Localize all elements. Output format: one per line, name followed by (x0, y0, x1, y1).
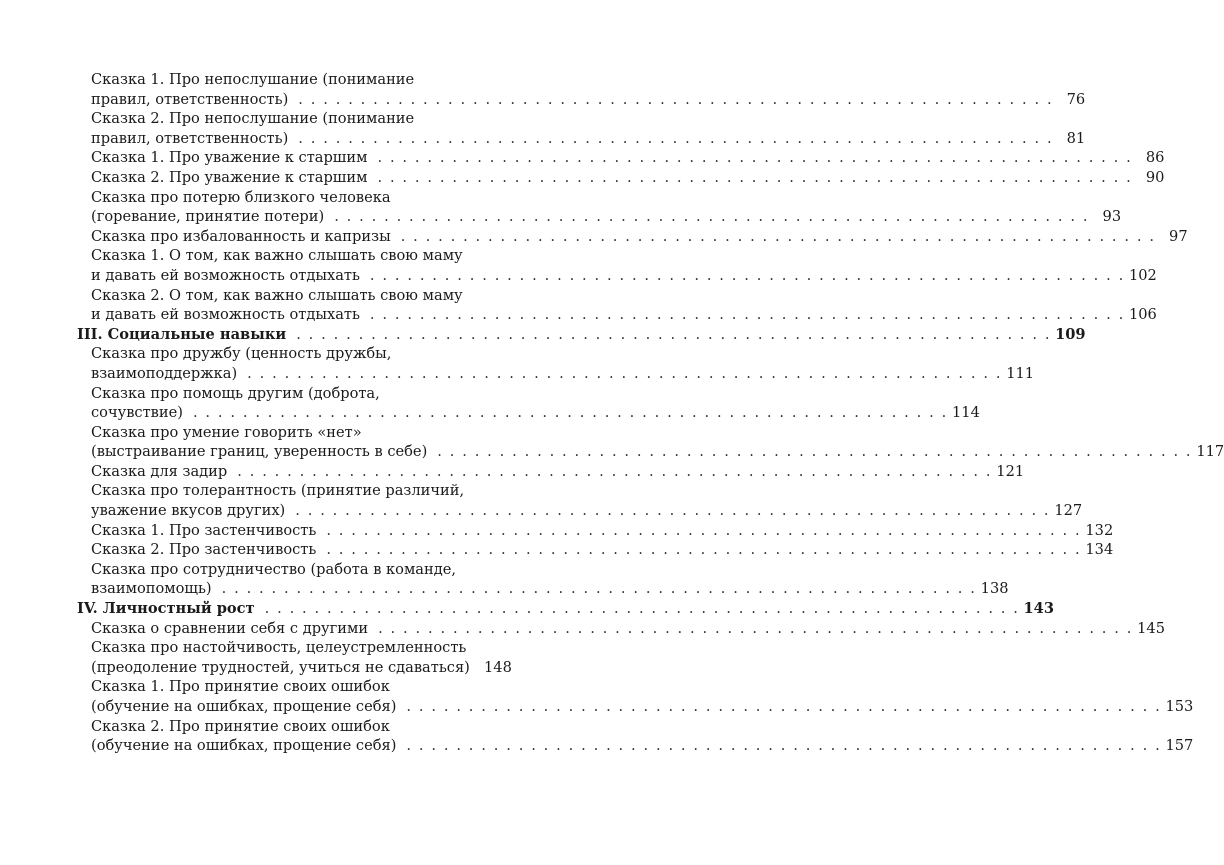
toc-entry[interactable] (77, 540, 1114, 560)
toc-entry-title-line: (горевание, принятие потери) (91, 208, 325, 226)
toc-entry-last-line (77, 521, 1114, 541)
toc-entry-title-line: правил, ответственность) (91, 90, 289, 108)
toc-entry-title-line: правил, ответственность) (91, 129, 289, 147)
toc-entry-title-line: взаимоподдержка) (91, 364, 238, 382)
dot-leader: . . . . . . . . . . . . . . . . . . . . . . . . . . . . . . . . . . . . . . . . . . . . . . . . . . . . . . . . . . . . . (247, 364, 1003, 382)
toc-entry-last-line (77, 403, 980, 423)
toc-entry-title-line: Сказка про дружбу (ценность дружбы, (91, 345, 392, 363)
toc-entry-title-line: Сказка про избалованность и капризы (91, 227, 391, 245)
toc-entry[interactable] (77, 462, 1025, 482)
toc-entry[interactable] (77, 717, 1194, 756)
toc-page-number: 106 (1128, 306, 1157, 324)
dot-leader: . . . . . . . . . . . . . . . . . . . . . . . . . . . . . . . . . . . . . . . . . . . . . . . . . . . . . . . . . . . . . (334, 208, 1090, 226)
toc-entry[interactable] (77, 677, 1194, 716)
toc-entry-title-line: Сказка про помощь другим (доброта, (91, 384, 380, 402)
toc-entry-title-line: сочувствие) (91, 404, 183, 422)
toc-page-number: 111 (1006, 364, 1035, 382)
toc-page-number: 121 (996, 462, 1025, 480)
toc-page-number: 90 (1145, 168, 1165, 186)
toc-entry[interactable] (77, 619, 1165, 639)
dot-leader: . . . . . . . . . . . . . . . . . . . . . . . . . . . . . . . . . . . . . . . . . . . . . . . . . . . . . . . . . . . . . (326, 541, 1082, 559)
toc-entry[interactable] (77, 481, 1083, 520)
toc-page-number: 153 (1165, 698, 1194, 715)
toc-page-number: 114 (952, 404, 980, 422)
toc-section-heading[interactable] (77, 325, 1086, 345)
toc-page-number: 109 (1055, 325, 1086, 343)
toc-entry-title-line: Сказка 1. Про уважение к старшим (91, 149, 368, 167)
toc-entry-title-line: (преодоление трудностей, учиться не сдаваться) (91, 658, 470, 676)
dot-leader: . . . . . . . . . . . . . . . . . . . . . . . . . . . . . . . . . . . . . . . . . . . . . . . . . . . . . . . . . . . . . (369, 306, 1125, 324)
toc-page-number: 81 (1066, 129, 1086, 147)
toc-page-number: 134 (1085, 541, 1114, 559)
toc-entry-title-line: Сказка 1. Про непослушание (понимание (91, 71, 415, 88)
toc-page-number: 102 (1128, 266, 1157, 284)
dot-leader: . . . . . . . . . . . . . . . . . . . . . . . . . . . . . . . . . . . . . . . . . . . . . . . . . . . . . . . . . . . . . (437, 443, 1193, 461)
dot-leader: . . . . . . . . . . . . . . . . . . . . . . . . . . . . . . . . . . . . . . . . . . . . . . . . . . . . . . . . . . . . . (377, 149, 1133, 167)
table-of-contents (77, 70, 1224, 756)
toc-entry-last-line (77, 501, 1083, 521)
toc-entry-last-line (77, 697, 1194, 717)
toc-entry-title-line: Сказка 1. Про застенчивость (91, 521, 317, 539)
toc-entry-title-line: Сказка про умение говорить «нет» (91, 423, 362, 441)
toc-entry[interactable] (77, 227, 1188, 247)
dot-leader: . . . . . . . . . . . . . . . . . . . . . . . . . . . . . . . . . . . . . . . . . . . . . . . . . . . . . . . . . . . . . (192, 404, 948, 422)
dot-leader: . . . . . . . . . . . . . . . . . . . . . . . . . . . . . . . . . . . . . . . . . . . . . . . . . . . . . . . . . . . . . (298, 90, 1054, 108)
toc-entry-title-line: Сказка 2. Про уважение к старшим (91, 168, 368, 186)
dot-leader: . . . . . . . . . . . . . . . . . . . . . . . . . . . . . . . . . . . . . . . . . . . . . . . . . . . . . . . . . . . . . (369, 266, 1125, 284)
toc-page-number: 132 (1085, 521, 1114, 539)
dot-leader: . . . . . . . . . . . . . . . . . . . . . . . . . . . . . . . . . . . . . . . . . . . . . . . . . . . . . . . . . . . . . (298, 129, 1054, 147)
toc-entry-last-line (77, 305, 1157, 325)
toc-page-number: 148 (484, 658, 512, 676)
toc-entry[interactable] (77, 560, 1009, 599)
dot-leader: . . . . . . . . . . . . . . . . . . . . . . . . . . . . . . . . . . . . . . . . . . . . . . . . . . . . . . . . . . . . . (237, 462, 993, 480)
dot-leader: . . . . . . . . . . . . . . . . . . . . . . . . . . . . . . . . . . . . . . . . . . . . . . . . . . . . . . . . . . . . . (295, 502, 1051, 520)
toc-entry[interactable] (77, 344, 1035, 383)
toc-entry-title-line: уважение вкусов других) (91, 502, 286, 520)
toc-entry-title-line: Сказка про настойчивость, целеустремленность (91, 639, 467, 657)
toc-entry-last-line (77, 90, 1086, 110)
dot-leader: . . . . . . . . . . . . . . . . . . . . . . . . . . . . . . . . . . . . . . . . . . . . . . . . . . . . . . . . . . . . . (406, 698, 1162, 715)
dot-leader: . . . . . . . . . . . . . . . . . . . . . . . . . . . . . . . . . . . . . . . . . . . . . . . . . . . . . . . . . . . . . (326, 521, 1082, 539)
toc-entry-title-line: Сказка 2. Про застенчивость (91, 541, 317, 559)
toc-entry-title-line: Сказка про толерантность (принятие различий, (91, 482, 465, 500)
toc-page-number: 127 (1054, 502, 1083, 520)
toc-entry[interactable] (77, 246, 1157, 285)
toc-entry-title-line: IV. Личностный рост (77, 600, 255, 618)
toc-entry-title-line: Сказка про потерю близкого человека (91, 188, 391, 206)
toc-entry-title-line: взаимопомощь) (91, 580, 212, 598)
dot-leader: . . . . . . . . . . . . . . . . . . . . . . . . . . . . . . . . . . . . . . . . . . . . . . . . . . . . . . . . . . . . . (400, 227, 1156, 245)
toc-entry[interactable] (77, 70, 1086, 109)
dot-leader: . . . . . . . . . . . . . . . . . . . . . . . . . . . . . . . . . . . . . . . . . . . . . . . . . . . . . . . . . . . . . (264, 600, 1020, 618)
toc-entry-title-line: (обучение на ошибках, прощение себя) (91, 737, 397, 755)
toc-entry-last-line (77, 325, 1086, 345)
toc-page-number: 145 (1137, 619, 1165, 637)
toc-entry-title-line: III. Социальные навыки (77, 325, 287, 343)
toc-entry-last-line (77, 227, 1188, 247)
toc-page-number: 97 (1169, 227, 1188, 245)
toc-entry-last-line (77, 266, 1157, 286)
toc-page-number: 86 (1145, 149, 1165, 167)
toc-entry-title-line: Сказка 2. О том, как важно слышать свою маму (91, 286, 463, 304)
toc-entry-last-line (77, 599, 1054, 619)
toc-entry-last-line (77, 207, 1122, 227)
toc-entry-title-line: Сказка 1. Про принятие своих ошибок (91, 678, 390, 696)
toc-page-number: 138 (980, 580, 1009, 598)
toc-entry-last-line (77, 619, 1165, 639)
toc-entry[interactable] (77, 148, 1165, 168)
toc-page-number: 93 (1102, 208, 1122, 226)
dot-leader: . . . . . . . . . . . . . . . . . . . . . . . . . . . . . . . . . . . . . . . . . . . . . . . . . . . . . . . . . . . . . (406, 737, 1162, 755)
toc-section-heading[interactable] (77, 599, 1054, 619)
toc-entry[interactable] (77, 638, 512, 677)
toc-entry-last-line (77, 442, 1224, 462)
dot-leader: . . . . . . . . . . . . . . . . . . . . . . . . . . . . . . . . . . . . . . . . . . . . . . . . . . . . . . . . . . . . . (221, 580, 977, 598)
toc-entry-last-line (77, 658, 512, 678)
toc-entry-title-line: Сказка про сотрудничество (работа в команде, (91, 560, 457, 578)
toc-entry[interactable] (77, 384, 980, 423)
toc-entry-title-line: Сказка 2. Про принятие своих ошибок (91, 717, 390, 735)
toc-entry-last-line (77, 736, 1194, 756)
dot-leader: . . . . . . . . . . . . . . . . . . . . . . . . . . . . . . . . . . . . . . . . . . . . . . . . . . . . . . . . . . . . . (378, 619, 1133, 637)
toc-entry-title-line: Сказка 1. О том, как важно слышать свою маму (91, 247, 463, 265)
toc-page-number: 143 (1023, 600, 1054, 618)
toc-entry-last-line (77, 364, 1035, 384)
toc-entry-title-line: Сказка 2. Про непослушание (понимание (91, 110, 415, 128)
toc-entry[interactable] (77, 286, 1157, 325)
toc-page-number: 117 (1196, 443, 1224, 461)
toc-entry[interactable] (77, 423, 1224, 462)
toc-entry-title-line: и давать ей возможность отдыхать (91, 306, 360, 324)
dot-leader: . . . . . . . . . . . . . . . . . . . . . . . . . . . . . . . . . . . . . . . . . . . . . . . . . . . . . . . . . . . . . (296, 325, 1052, 343)
toc-entry-title-line: (выстраивание границ, уверенность в себе) (91, 443, 428, 461)
toc-entry[interactable] (77, 521, 1114, 541)
dot-leader: . . . . . . . . . . . . . . . . . . . . . . . . . . . . . . . . . . . . . . . . . . . . . . . . . . . . . . . . . . . . . (377, 168, 1133, 186)
toc-entry-last-line (77, 148, 1165, 168)
toc-page-number: 157 (1165, 737, 1194, 755)
toc-page-number: 76 (1066, 90, 1086, 108)
toc-entry-title-line: (обучение на ошибках, прощение себя) (91, 698, 397, 715)
toc-entry[interactable] (77, 168, 1165, 188)
toc-entry-title-line: Сказка о сравнении себя с другими (91, 619, 369, 637)
toc-entry[interactable] (77, 109, 1086, 148)
toc-entry-last-line (77, 462, 1025, 482)
toc-entry-last-line (77, 540, 1114, 560)
toc-entry-last-line (77, 168, 1165, 188)
toc-entry[interactable] (77, 188, 1122, 227)
toc-entry-last-line (77, 579, 1009, 599)
toc-entry-last-line (77, 129, 1086, 149)
toc-entry-title-line: и давать ей возможность отдыхать (91, 266, 360, 284)
toc-entry-title-line: Сказка для задир (91, 462, 228, 480)
